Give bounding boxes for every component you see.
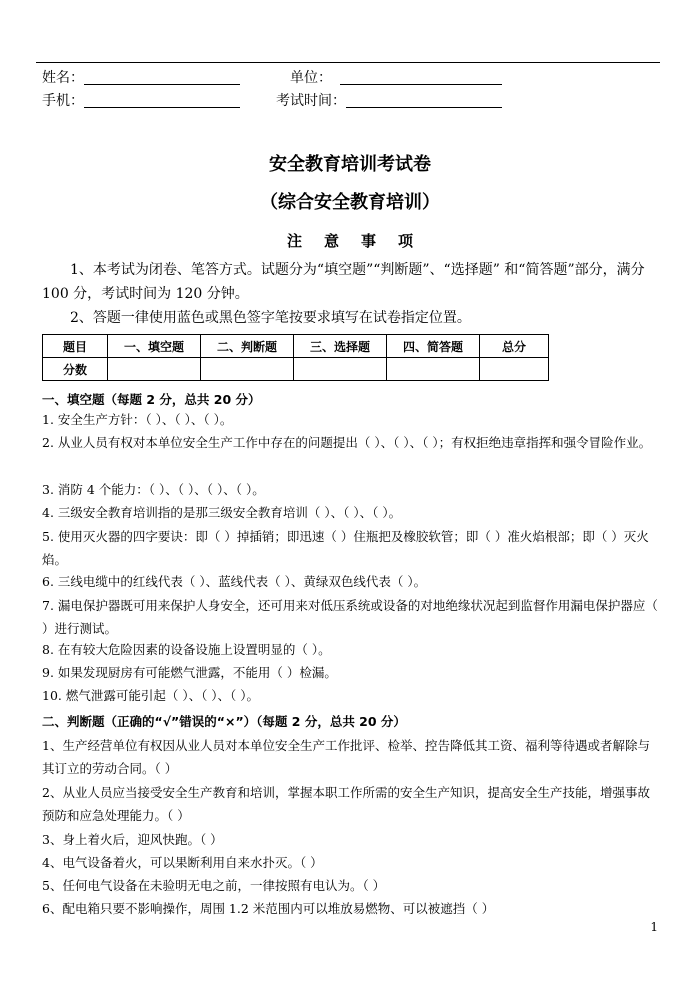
unit-label: 单位： bbox=[290, 70, 332, 86]
score-header-cell: 总分 bbox=[480, 335, 549, 358]
section-true-false-title: 二、判断题（正确的“√”错误的“×”）（每题 2 分，总共 20 分） bbox=[42, 714, 406, 729]
score-table-header-row bbox=[43, 335, 549, 358]
tf-question: 3、身上着火后，迎风快跑。（ ） bbox=[42, 832, 223, 847]
score-row-label: 分数 bbox=[43, 358, 108, 381]
tf-question: 6、配电箱只要不影响操作，周围 1.2 米范围内可以堆放易燃物、可以被遮挡（ ） bbox=[42, 901, 495, 916]
fill-question: 4. 三级安全教育培训指的是那三级安全教育培训（ ）、（ ）、（ ）。 bbox=[42, 505, 402, 520]
tf-question: 5、任何电气设备在未验明无电之前，一律按照有电认为。（ ） bbox=[42, 878, 386, 893]
score-cell[interactable] bbox=[480, 358, 549, 381]
fill-question: 9. 如果发现厨房有可能燃气泄露，不能用（ ）检漏。 bbox=[42, 665, 337, 680]
score-cell[interactable] bbox=[387, 358, 480, 381]
exam-title: 安全教育培训考试卷 bbox=[269, 154, 431, 175]
score-cell[interactable] bbox=[201, 358, 294, 381]
tf-question: 1、生产经营单位有权因从业人员对本单位安全生产工作批评、检举、控告降低其工资、福利等待遇或者解除与其订立的劳动合同。（ ） bbox=[42, 738, 650, 776]
fill-question: 10. 燃气泄露可能引起（ ）、（ ）、（ ）。 bbox=[42, 688, 260, 703]
note-1: 1、本考试为闭卷、笔答方式。试题分为“填空题”“判断题”、“选择题” 和“简答题”部分，满分 100 分，考试时间为 120 分钟。 bbox=[42, 262, 645, 302]
score-cell[interactable] bbox=[294, 358, 387, 381]
exam-time-field[interactable] bbox=[346, 107, 502, 108]
page-number: 1 bbox=[650, 920, 658, 934]
unit-field[interactable] bbox=[340, 84, 502, 85]
phone-field[interactable] bbox=[84, 107, 240, 108]
score-header-cell: 二、判断题 bbox=[201, 335, 294, 358]
score-table-score-row bbox=[43, 358, 549, 381]
fill-question: 5. 使用灭火器的四字要诀：即（ ）掉插销；即迅速（ ）住瓶把及橡胶软管；即（ ）准火焰根部；即（ ）灭火焰。 bbox=[42, 529, 649, 567]
score-cell[interactable] bbox=[108, 358, 201, 381]
score-header-cell: 题目 bbox=[43, 335, 108, 358]
fill-question: 2. 从业人员有权对本单位安全生产工作中存在的问题提出（ ）、（ ）、（ ）；有权拒绝违章指挥和强令冒险作业。 bbox=[42, 435, 652, 450]
exam-subtitle: （综合安全教育培训） bbox=[260, 192, 440, 213]
notice-heading: 注意事项 bbox=[286, 232, 435, 250]
fill-question: 1. 安全生产方针：（ ）、（ ）、（ ）。 bbox=[42, 412, 233, 427]
score-table bbox=[42, 334, 549, 381]
exam-time-label: 考试时间： bbox=[276, 93, 346, 109]
name-field[interactable] bbox=[84, 84, 240, 85]
fill-question: 6. 三线电缆中的红线代表（ ）、蓝线代表（ ）、黄绿双色线代表（ ）。 bbox=[42, 574, 427, 589]
score-header-cell: 四、简答题 bbox=[387, 335, 480, 358]
top-rule bbox=[36, 62, 660, 63]
name-label: 姓名： bbox=[42, 70, 84, 86]
fill-question: 8. 在有较大危险因素的设备设施上设置明显的（ ）。 bbox=[42, 642, 331, 657]
tf-question: 4、电气设备着火，可以果断利用自来水扑灭。（ ） bbox=[42, 855, 323, 870]
note-2: 2、答题一律使用蓝色或黑色签字笔按要求填写在试卷指定位置。 bbox=[70, 310, 471, 326]
tf-question: 2、从业人员应当接受安全生产教育和培训，掌握本职工作所需的安全生产知识，提高安全生产技能，增强事故预防和应急处理能力。（ ） bbox=[42, 785, 650, 823]
section-fill-blank-title: 一、填空题（每题 2 分，总共 20 分） bbox=[42, 392, 261, 407]
fill-question: 3. 消防 4 个能力：（ ）、（ ）、（ ）、（ ）。 bbox=[42, 482, 265, 497]
fill-question: 7. 漏电保护器既可用来保护人身安全，还可用来对低压系统或设备的对地绝缘状况起到监督作用漏电保护器应（ ）进行测试。 bbox=[42, 598, 658, 636]
phone-label: 手机： bbox=[42, 93, 84, 109]
score-header-cell: 三、选择题 bbox=[294, 335, 387, 358]
score-header-cell: 一、填空题 bbox=[108, 335, 201, 358]
